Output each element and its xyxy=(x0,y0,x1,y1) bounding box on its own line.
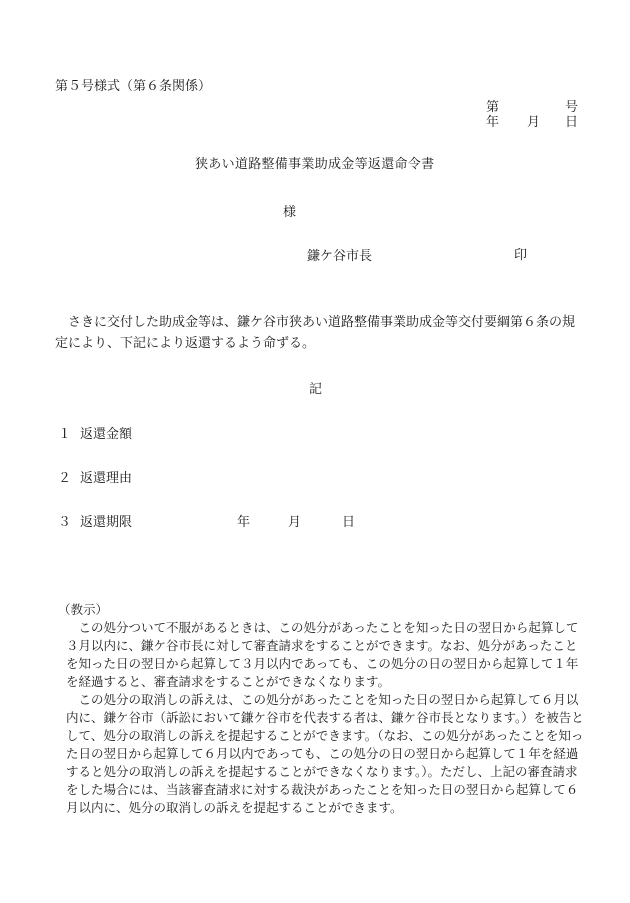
body-paragraph: さきに交付した助成金等は、鎌ケ谷市狭あい道路整備事業助成金等交付要綱第６条の規定により、下記により返還するよう命ずる。 xyxy=(55,315,576,351)
deadline-year: 年 xyxy=(237,515,251,530)
addressee-suffix: 様 xyxy=(283,205,297,220)
number-suffix: 号 xyxy=(565,100,579,115)
item-number: ３ xyxy=(58,515,72,530)
ki-marker: 記 xyxy=(309,382,323,397)
item-number: １ xyxy=(58,427,72,442)
date-day: 日 xyxy=(565,115,579,130)
date-month: 月 xyxy=(527,115,541,130)
seal-mark: 印 xyxy=(514,248,528,263)
item-label-deadline: 返還期限 xyxy=(80,515,133,530)
item-label-amount: 返還金額 xyxy=(80,427,133,442)
deadline-day: 日 xyxy=(342,515,356,530)
date-year: 年 xyxy=(486,115,500,130)
notice-heading: （教示） xyxy=(58,602,109,617)
deadline-month: 月 xyxy=(288,515,302,530)
notice-paragraph: この処分ついて不服があるときは、この処分があったことを知った日の翌日から起算して３月以内に、鎌ケ谷市長に対して審査請求をすることができます。なお、処分があったことを知った日の翌日から起算して３月以内であっても、この処分の日の翌日から起算して１年を経過すると、審査請求をすることができなくなります。 xyxy=(66,620,579,689)
document-title: 狭あい道路整備事業助成金等返還命令書 xyxy=(195,157,435,172)
notice-body xyxy=(66,619,586,817)
notice-paragraph: この処分の取消しの訴えは、この処分があったことを知った日の翌日から起算して６月以内に、鎌ケ谷市（訴訟において鎌ケ谷市を代表する者は、鎌ケ谷市長となります。）を被告として、処分の取消しの訴えを提起することができます。（なお、この処分があったことを知った日の翌日から起算して６月以内であっても、この処分の日の翌日から起算して１年を経過すると処分の取消しの訴えを提起することができなくなります。）。ただし、上記の審査請求をした場合には、当該審査請求に対する裁決があったことを知った日の翌日から起算して６月以内に、処分の取消しの訴えを提起することができます。 xyxy=(66,692,584,815)
item-number: ２ xyxy=(58,471,72,486)
number-prefix: 第 xyxy=(486,100,500,115)
form-label: 第５号様式（第６条関係） xyxy=(55,79,212,94)
issuer-name: 鎌ケ谷市長 xyxy=(307,249,373,264)
item-label-reason: 返還理由 xyxy=(80,471,133,486)
